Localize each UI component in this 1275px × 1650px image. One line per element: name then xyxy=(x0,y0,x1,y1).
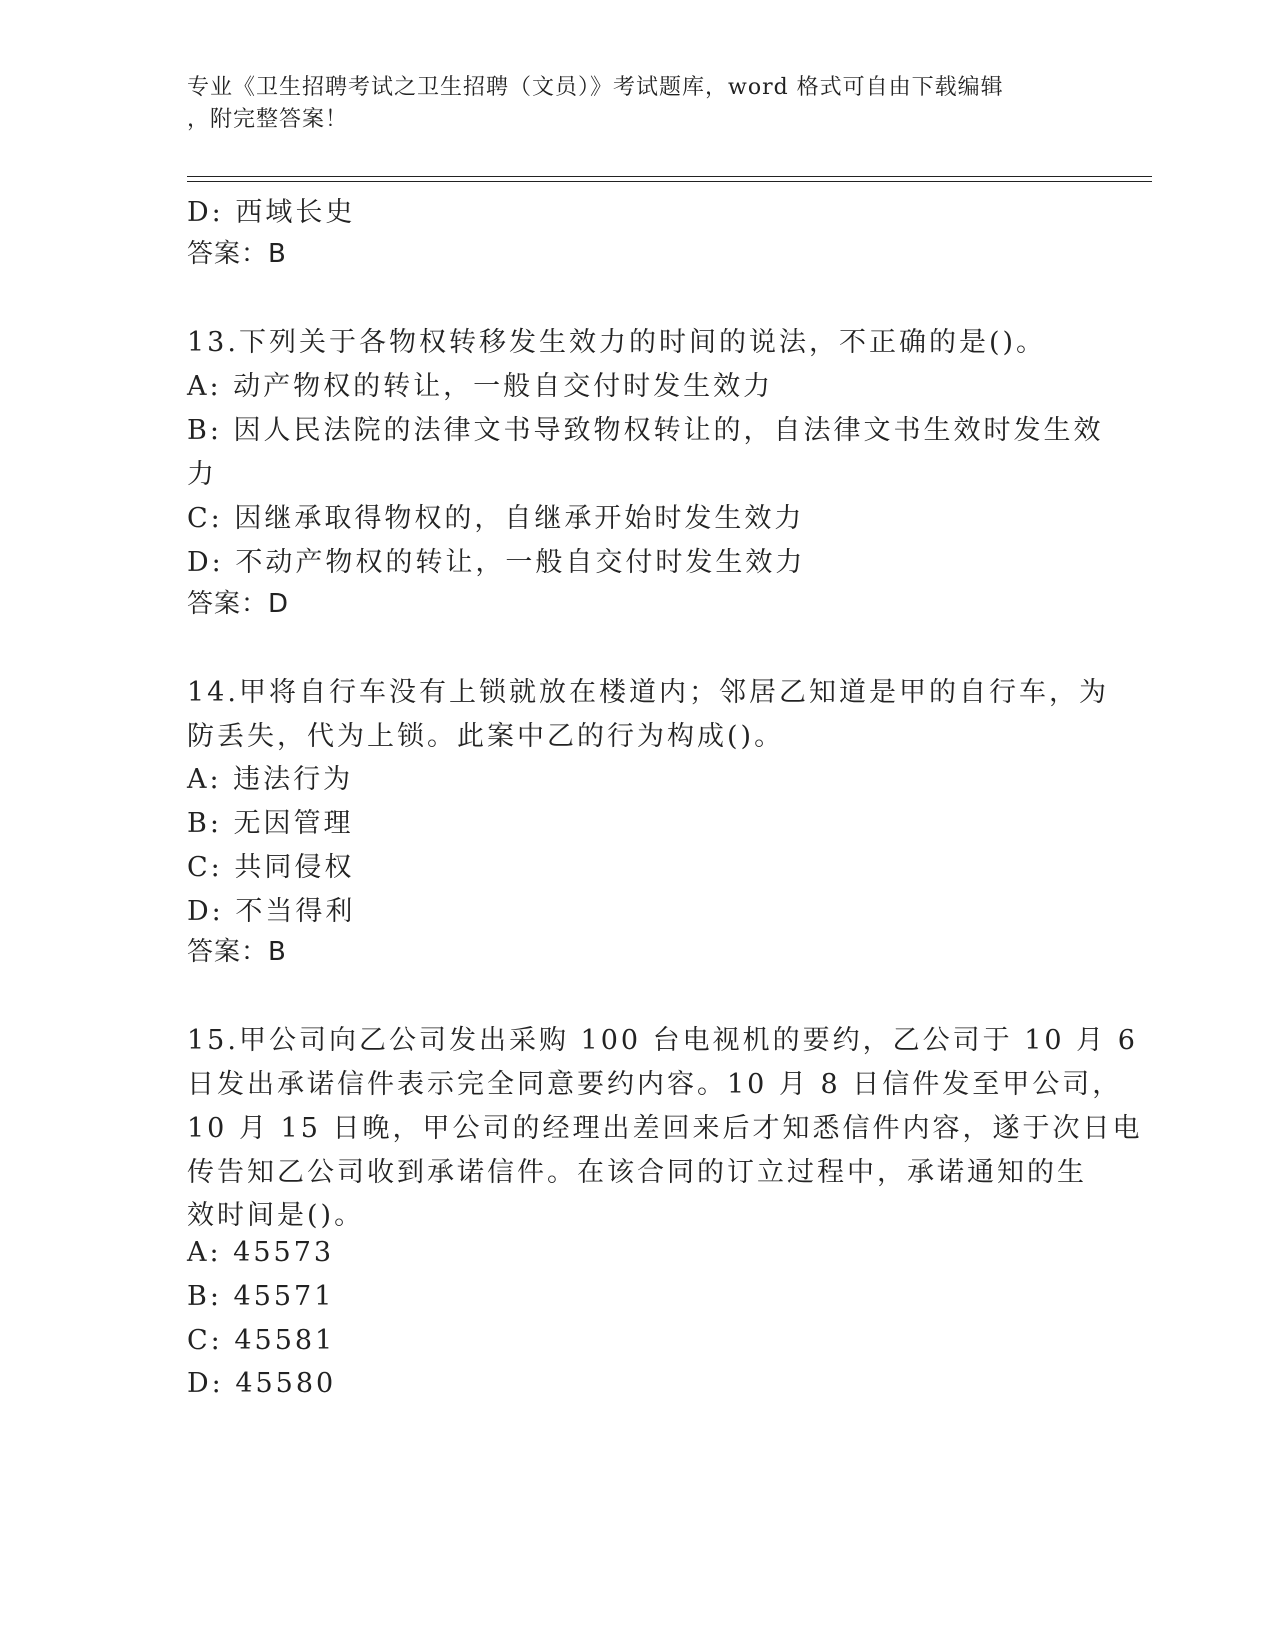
q13-answer: 答案：D xyxy=(187,589,290,619)
q13-option-d: D: 不动产物权的转让，一般自交付时发生效力 xyxy=(187,547,806,578)
header-line-2: ，附完整答案！ xyxy=(187,107,349,132)
q14-stem-line-1: 14.甲将自行车没有上锁就放在楼道内；邻居乙知道是甲的自行车，为 xyxy=(187,677,1109,708)
q14-option-d: D: 不当得利 xyxy=(187,896,356,927)
q14-answer: 答案：B xyxy=(187,937,287,967)
q14-option-a: A: 违法行为 xyxy=(187,764,354,795)
q12-option-d: D: 西域长史 xyxy=(187,197,356,228)
q13-option-b-line-1: B: 因人民法院的法律文书导致物权转让的，自法律文书生效时发生效 xyxy=(187,415,1104,446)
q13-option-b-line-2: 力 xyxy=(187,459,217,490)
q15-stem-line-3: 10 月 15 日晚，甲公司的经理出差回来后才知悉信件内容，遂于次日电 xyxy=(187,1113,1143,1144)
q15-option-a: A: 45573 xyxy=(187,1237,335,1268)
q15-option-d: D: 45580 xyxy=(187,1368,337,1399)
q15-stem-line-4: 传告知乙公司收到承诺信件。在该合同的订立过程中，承诺通知的生 xyxy=(187,1157,1087,1188)
q15-stem-line-5: 效时间是()。 xyxy=(187,1200,365,1231)
q14-stem-line-2: 防丢失，代为上锁。此案中乙的行为构成()。 xyxy=(187,721,785,752)
document-header xyxy=(187,72,1067,136)
q12-answer: 答案：B xyxy=(187,239,287,269)
header-line-1: 专业《卫生招聘考试之卫生招聘（文员）》考试题库，word 格式可自由下载编辑 xyxy=(187,75,1004,100)
q13-option-c: C: 因继承取得物权的，自继承开始时发生效力 xyxy=(187,503,805,534)
q15-stem-line-2: 日发出承诺信件表示完全同意要约内容。10 月 8 日信件发至甲公司， xyxy=(187,1069,1123,1100)
header-divider-bottom xyxy=(187,181,1152,182)
q13-option-a: A: 动产物权的转让，一般自交付时发生效力 xyxy=(187,371,774,402)
header-divider-top xyxy=(187,176,1152,177)
q15-stem-line-1: 15.甲公司向乙公司发出采购 100 台电视机的要约，乙公司于 10 月 6 xyxy=(187,1025,1138,1056)
q14-option-c: C: 共同侵权 xyxy=(187,852,355,883)
q15-option-b: B: 45571 xyxy=(187,1281,335,1312)
q13-stem: 13.下列关于各物权转移发生效力的时间的说法，不正确的是()。 xyxy=(187,327,1047,358)
q15-option-c: C: 45581 xyxy=(187,1325,336,1356)
q14-option-b: B: 无因管理 xyxy=(187,808,354,839)
